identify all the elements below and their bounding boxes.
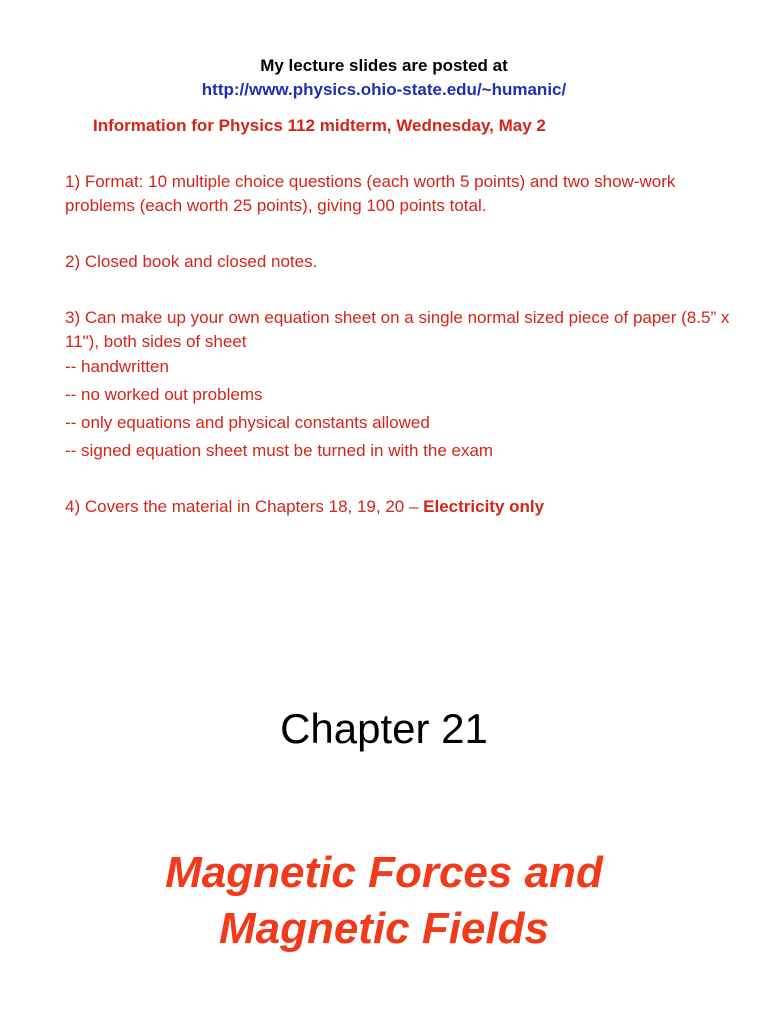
chapter-title (0, 845, 768, 957)
equation-sheet-item: 3) Can make up your own equation sheet on a single normal sized piece of paper (8.5” x 11"), both sides of sheet (65, 308, 730, 351)
coverage-text: 4) Covers the material in Chapters 18, 19, 20 – (65, 497, 424, 516)
sub-item-handwritten: -- handwritten (65, 357, 169, 376)
lecture-slides-link[interactable]: http://www.physics.ohio-state.edu/~humanic/ (201, 80, 567, 99)
sub-item-signed-sheet: -- signed equation sheet must be turned in with the exam (65, 441, 494, 460)
sub-item-equations-only: -- only equations and physical constants allowed (65, 413, 430, 432)
lecture-slides-note: My lecture slides are posted at (260, 56, 508, 75)
chapter-title-line2: Magnetic Fields (218, 904, 550, 953)
coverage-emphasis: Electricity only (423, 497, 545, 516)
sub-item-no-worked-problems: -- no worked out problems (65, 385, 263, 404)
format-item: 1) Format: 10 multiple choice questions (each worth 5 points) and two show-work problems (each worth 25 points), giving 100 points total. (65, 172, 676, 215)
coverage-item (65, 495, 745, 519)
midterm-info-title: Information for Physics 112 midterm, Wednesday, May 2 (93, 116, 546, 135)
closed-book-item: 2) Closed book and closed notes. (65, 252, 318, 271)
chapter-title-line1: Magnetic Forces and (165, 848, 603, 897)
chapter-heading: Chapter 21 (280, 705, 488, 752)
